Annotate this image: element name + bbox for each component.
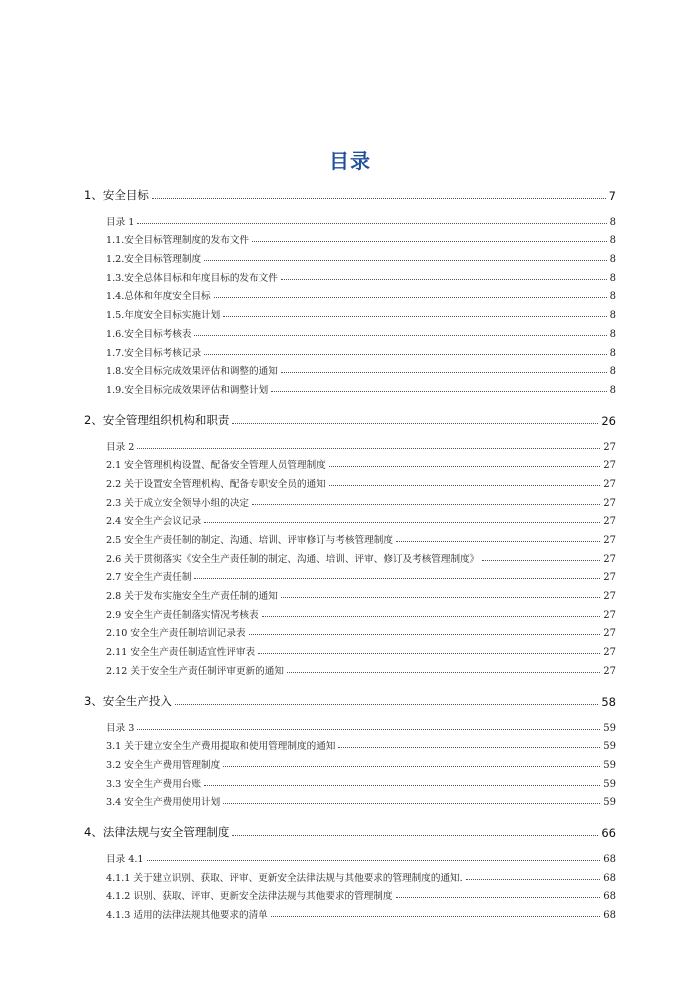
toc-entry[interactable] xyxy=(84,752,616,771)
toc-page-number: 59 xyxy=(603,797,616,809)
dot-leader xyxy=(223,316,606,317)
toc-entry[interactable] xyxy=(84,790,616,809)
toc-entry[interactable] xyxy=(84,490,616,509)
toc-entry-label: 4.1.1 关于建立识别、获取、评审、更新安全法律法规与其他要求的管理制度的通知. xyxy=(106,872,463,884)
dot-leader xyxy=(281,372,607,373)
toc-entry[interactable] xyxy=(84,715,616,734)
dot-leader xyxy=(214,297,607,298)
toc-entry-label: 目录 4.1 xyxy=(106,853,144,865)
dot-leader xyxy=(204,522,600,523)
toc-entry-label: 3.2 安全生产费用管理制度 xyxy=(106,759,221,771)
toc-page-number: 27 xyxy=(603,609,616,621)
toc-page-number: 27 xyxy=(603,478,616,490)
dot-leader xyxy=(338,747,600,748)
toc-entry[interactable] xyxy=(84,246,616,265)
toc-page-number: 27 xyxy=(603,497,616,509)
toc-page-number: 27 xyxy=(603,553,616,565)
toc-entry[interactable] xyxy=(84,359,616,378)
toc-entry[interactable] xyxy=(84,902,616,921)
toc-entry[interactable] xyxy=(84,471,616,490)
toc-entry-label: 4、法律法规与安全管理制度 xyxy=(84,825,230,840)
toc-entry-label: 3、安全生产投入 xyxy=(84,693,172,708)
toc-entry-label: 1.9.安全目标完成效果评估和调整计划 xyxy=(106,384,269,396)
toc-entry-label: 2.5 安全生产责任制的制定、沟通、培训、评审修订与考核管理制度 xyxy=(106,535,393,546)
toc-entry-label: 1.8.安全目标完成效果评估和调整的通知 xyxy=(106,366,278,378)
toc-entry-label: 1.2.安全目标管理制度 xyxy=(106,254,202,266)
toc-entry-label: 2.6 关于贯彻落实《安全生产责任制的制定、沟通、培训、评审、修订及考核管理制度》 xyxy=(106,553,480,565)
dot-leader xyxy=(137,448,600,449)
toc-entry-label: 2.9 安全生产责任制落实情况考核表 xyxy=(106,609,259,621)
dot-leader xyxy=(281,279,607,280)
toc-page-number: 8 xyxy=(609,328,616,340)
toc-entry[interactable] xyxy=(84,583,616,602)
toc-page-number: 27 xyxy=(603,591,616,603)
toc-entry-label: 1.6.安全目标考核表 xyxy=(106,328,192,340)
toc-entry[interactable] xyxy=(84,771,616,790)
toc-entry-label: 2.12 关于安全生产责任制评审更新的通知 xyxy=(106,665,284,677)
toc-entry-label: 目录 3 xyxy=(106,722,135,734)
toc-page-number: 8 xyxy=(609,384,616,396)
dot-leader xyxy=(152,198,606,199)
dot-leader xyxy=(271,916,600,917)
toc-entry[interactable] xyxy=(84,265,616,284)
toc-section-heading[interactable] xyxy=(84,689,616,709)
toc-entry[interactable] xyxy=(84,321,616,340)
toc-page-number: 59 xyxy=(603,759,616,771)
dot-leader xyxy=(258,653,600,654)
toc-page-number: 68 xyxy=(603,910,616,921)
dot-leader xyxy=(249,634,601,635)
toc-page-number: 27 xyxy=(603,665,616,677)
toc-entry[interactable] xyxy=(84,527,616,546)
toc-entry-label: 2.7 安全生产责任制 xyxy=(106,572,192,584)
table-of-contents xyxy=(84,183,616,933)
toc-section-heading[interactable] xyxy=(84,820,616,840)
toc-entry[interactable] xyxy=(84,639,616,658)
toc-page-number: 8 xyxy=(609,272,616,284)
toc-page-number: 8 xyxy=(609,254,616,266)
toc-entry-label: 2.1 安全管理机构设置、配备安全管理人员管理制度 xyxy=(106,460,326,472)
toc-entry-label: 1.7.安全目标考核记录 xyxy=(106,347,202,359)
toc-entry[interactable] xyxy=(84,209,616,228)
dot-leader xyxy=(204,354,607,355)
toc-page-number: 68 xyxy=(603,853,616,865)
toc-entry-label: 3.1 关于建立安全生产费用提取和使用管理制度的通知 xyxy=(106,741,336,753)
toc-entry-label: 2.2 关于设置安全管理机构、配备专职安全员的通知 xyxy=(106,478,326,490)
dot-leader xyxy=(271,391,606,392)
toc-entry[interactable] xyxy=(84,302,616,321)
toc-entry-label: 2.10 安全生产责任制培训记录表 xyxy=(106,628,246,640)
dot-leader xyxy=(147,860,601,861)
toc-page-number: 8 xyxy=(609,310,616,322)
toc-entry[interactable] xyxy=(84,846,616,865)
toc-section-heading[interactable] xyxy=(84,408,616,428)
toc-page-number: 59 xyxy=(603,722,616,734)
toc-entry[interactable] xyxy=(84,658,616,677)
toc-page-number: 7 xyxy=(608,189,616,203)
toc-entry-label: 4.1.3 适用的法律法规其他要求的清单 xyxy=(106,910,268,921)
toc-page-number: 27 xyxy=(603,516,616,528)
toc-page-number: 8 xyxy=(609,347,616,359)
dot-leader xyxy=(329,485,600,486)
toc-page-number: 8 xyxy=(609,235,616,247)
toc-entry[interactable] xyxy=(84,546,616,565)
dot-leader xyxy=(252,504,600,505)
toc-entry[interactable] xyxy=(84,602,616,621)
toc-entry[interactable] xyxy=(84,884,616,903)
dot-leader xyxy=(287,672,600,673)
toc-entry[interactable] xyxy=(84,284,616,303)
toc-page-number: 59 xyxy=(603,778,616,790)
toc-entry[interactable] xyxy=(84,509,616,528)
dot-leader xyxy=(396,897,601,898)
toc-entry[interactable] xyxy=(84,340,616,359)
toc-entry-label: 2.11 安全生产责任制适宜性评审表 xyxy=(106,647,256,659)
toc-section xyxy=(84,183,616,396)
toc-entry-label: 目录 2 xyxy=(106,441,135,453)
toc-entry-label: 目录 1 xyxy=(106,216,135,228)
dot-leader xyxy=(329,466,600,467)
dot-leader xyxy=(137,223,606,224)
toc-entry-label: 2.8 关于发布实施安全生产责任制的通知 xyxy=(106,591,278,603)
dot-leader xyxy=(194,578,600,579)
dot-leader xyxy=(223,766,600,767)
toc-entry[interactable] xyxy=(84,377,616,396)
toc-page-number: 68 xyxy=(603,872,616,884)
toc-page-number: 27 xyxy=(603,647,616,659)
toc-entry-label: 1.5.年度安全目标实施计划 xyxy=(106,310,221,322)
toc-page-number: 27 xyxy=(603,628,616,640)
toc-page-number: 27 xyxy=(603,535,616,546)
toc-entry-label: 4.1.2 识别、获取、评审、更新安全法律法规与其他要求的管理制度 xyxy=(106,891,393,903)
dot-leader xyxy=(175,704,599,705)
toc-entry-label: 2.4 安全生产会议记录 xyxy=(106,516,202,528)
toc-section xyxy=(84,820,616,921)
toc-section xyxy=(84,408,616,677)
toc-entry-label: 1.1.安全目标管理制度的发布文件 xyxy=(106,235,250,247)
dot-leader xyxy=(204,260,607,261)
toc-page-number: 59 xyxy=(603,741,616,753)
dot-leader xyxy=(204,785,600,786)
page-title: 目录 xyxy=(329,149,371,173)
toc-entry-label: 2、安全管理组织机构和职责 xyxy=(84,412,230,427)
toc-entry[interactable] xyxy=(84,228,616,247)
toc-entry[interactable] xyxy=(84,865,616,884)
dot-leader xyxy=(262,616,601,617)
dot-leader xyxy=(223,803,600,804)
toc-section-heading[interactable] xyxy=(84,183,616,203)
toc-entry-label: 2.3 关于成立安全领导小组的决定 xyxy=(106,497,250,509)
toc-entry-label: 1.3.安全总体目标和年度目标的发布文件 xyxy=(106,272,278,284)
dot-leader xyxy=(252,241,607,242)
dot-leader xyxy=(396,541,600,542)
toc-page-number: 26 xyxy=(601,413,616,428)
toc-page-number: 27 xyxy=(603,572,616,584)
toc-page-number: 8 xyxy=(609,366,616,378)
toc-page-number: 27 xyxy=(603,460,616,472)
toc-entry-label: 3.3 安全生产费用台账 xyxy=(106,778,202,790)
dot-leader xyxy=(194,335,606,336)
toc-entry[interactable] xyxy=(84,621,616,640)
dot-leader xyxy=(232,423,598,424)
dot-leader xyxy=(232,835,598,836)
toc-page-number: 58 xyxy=(601,694,616,709)
toc-entry-label: 1.4.总体和年度安全目标 xyxy=(106,291,211,303)
toc-entry[interactable] xyxy=(84,565,616,584)
dot-leader xyxy=(281,597,600,598)
toc-page-number: 27 xyxy=(603,441,616,453)
dot-leader xyxy=(482,560,600,561)
toc-page-number: 68 xyxy=(603,891,616,903)
dot-leader xyxy=(466,879,601,880)
toc-entry-label: 1、安全目标 xyxy=(84,188,149,202)
toc-page-number: 8 xyxy=(609,291,616,303)
dot-leader xyxy=(137,729,600,730)
toc-page-number: 66 xyxy=(601,826,616,841)
toc-entry[interactable] xyxy=(84,453,616,472)
toc-entry-label: 3.4 安全生产费用使用计划 xyxy=(106,797,221,809)
toc-entry[interactable] xyxy=(84,434,616,453)
toc-page-number: 8 xyxy=(609,216,616,228)
toc-entry[interactable] xyxy=(84,734,616,753)
toc-section xyxy=(84,689,616,808)
